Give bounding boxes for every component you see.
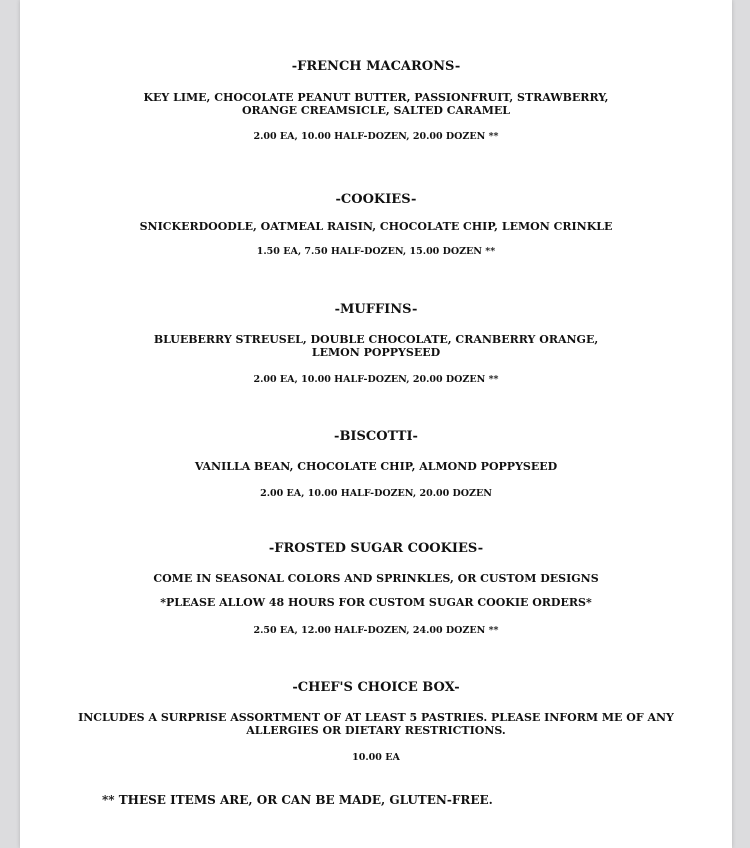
section-heading-chefs-choice: -CHEF'S CHOICE BOX- (292, 680, 460, 695)
section-price-sugar-cookies: 2.50 EA, 12.00 HALF-DOZEN, 24.00 DOZEN ** (253, 625, 499, 636)
section-items-chefs-choice-line1: INCLUDES A SURPRISE ASSORTMENT OF AT LEAST 5 PASTRIES. PLEASE INFORM ME OF ANY (78, 711, 674, 724)
section-price-chefs-choice: 10.00 EA (352, 752, 400, 763)
section-items-cookies-line1: SNICKERDOODLE, OATMEAL RAISIN, CHOCOLATE CHIP, LEMON CRINKLE (139, 220, 613, 233)
gluten-free-footnote: ** THESE ITEMS ARE, OR CAN BE MADE, GLUTEN-FREE. (102, 793, 493, 807)
section-price-muffins: 2.00 EA, 10.00 HALF-DOZEN, 20.00 DOZEN ** (253, 374, 499, 385)
section-items-macarons-line2: ORANGE CREAMSICLE, SALTED CARAMEL (241, 104, 511, 117)
section-heading-cookies: -COOKIES- (335, 192, 417, 207)
section-items-muffins-line1: BLUEBERRY STREUSEL, DOUBLE CHOCOLATE, CRANBERRY ORANGE, (153, 333, 599, 346)
section-heading-macarons: -FRENCH MACARONS- (291, 59, 461, 74)
menu-page (20, 0, 732, 848)
section-items-sugar-cookies-line1: COME IN SEASONAL COLORS AND SPRINKLES, OR CUSTOM DESIGNS (153, 572, 599, 585)
section-items-chefs-choice-line2: ALLERGIES OR DIETARY RESTRICTIONS. (246, 724, 506, 737)
section-price-cookies: 1.50 EA, 7.50 HALF-DOZEN, 15.00 DOZEN ** (256, 246, 496, 257)
section-items-macarons-line1: KEY LIME, CHOCOLATE PEANUT BUTTER, PASSIONFRUIT, STRAWBERRY, (143, 91, 609, 104)
section-items-biscotti-line1: VANILLA BEAN, CHOCOLATE CHIP, ALMOND POPPYSEED (194, 460, 558, 473)
section-price-macarons: 2.00 EA, 10.00 HALF-DOZEN, 20.00 DOZEN ** (253, 131, 499, 142)
section-items-muffins-line2: LEMON POPPYSEED (311, 346, 441, 359)
section-heading-sugar-cookies: -FROSTED SUGAR COOKIES- (268, 541, 484, 556)
section-heading-biscotti: -BISCOTTI- (334, 429, 418, 444)
section-note-sugar-cookies: *PLEASE ALLOW 48 HOURS FOR CUSTOM SUGAR COOKIE ORDERS* (160, 596, 592, 609)
section-heading-muffins: -MUFFINS- (334, 302, 418, 317)
section-price-biscotti: 2.00 EA, 10.00 HALF-DOZEN, 20.00 DOZEN (260, 488, 492, 499)
